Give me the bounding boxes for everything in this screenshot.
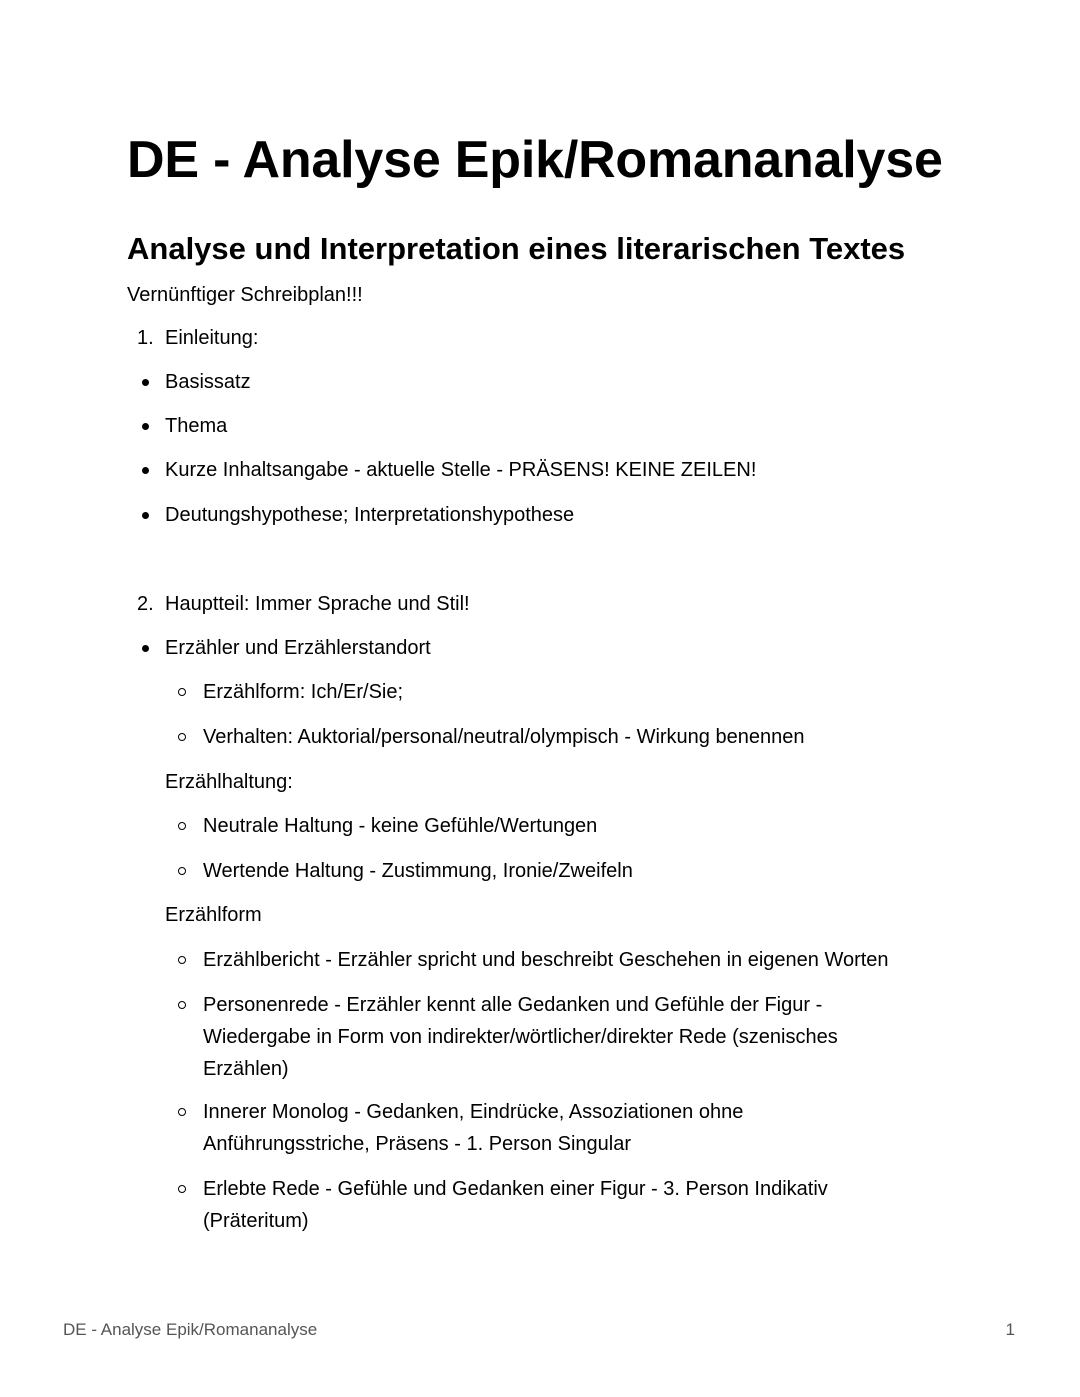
- sub-list-item: Erzählform: Ich/Er/Sie;: [203, 681, 404, 703]
- bullet-dot-icon: [142, 379, 149, 386]
- bullet-ring-icon: [178, 688, 186, 696]
- list-number-2: 2.: [137, 593, 154, 615]
- list-number-1: 1.: [137, 327, 154, 349]
- list-item: Deutungshypothese; Interpretationshypothese: [165, 504, 575, 526]
- document-title: DE - Analyse Epik/Romananalyse: [127, 131, 943, 189]
- list-item-einleitung: Einleitung:: [165, 327, 259, 349]
- intro-line: Vernünftiger Schreibplan!!!: [127, 284, 363, 306]
- bullet-ring-icon: [178, 1108, 186, 1116]
- list-item: Kurze Inhaltsangabe - aktuelle Stelle - PRÄSENS! KEINE ZEILEN!: [165, 459, 757, 481]
- bullet-ring-icon: [178, 1001, 186, 1009]
- sub-list-item: Innerer Monolog - Gedanken, Eindrücke, Assoziationen ohne Anführungsstriche, Präsens - 1. Person Singular: [203, 1101, 744, 1155]
- list-item-hauptteil: Hauptteil: Immer Sprache und Stil!: [165, 593, 470, 615]
- sub-heading-erzaehlhaltung: Erzählhaltung:: [165, 771, 293, 793]
- bullet-dot-icon: [142, 467, 149, 474]
- bullet-ring-icon: [178, 733, 186, 741]
- list-item: Thema: [165, 415, 228, 437]
- list-item: Erzähler und Erzählerstandort: [165, 637, 431, 659]
- bullet-ring-icon: [178, 1185, 186, 1193]
- sub-list-item: Wertende Haltung - Zustimmung, Ironie/Zweifeln: [203, 860, 633, 882]
- sub-list-item: Erzählbericht - Erzähler spricht und beschreibt Geschehen in eigenen Worten: [203, 949, 889, 971]
- bullet-dot-icon: [142, 512, 149, 519]
- sub-heading-erzaehlform: Erzählform: [165, 904, 262, 926]
- bullet-ring-icon: [178, 822, 186, 830]
- bullet-dot-icon: [142, 645, 149, 652]
- sub-list-item: Personenrede - Erzähler kennt alle Gedanken und Gefühle der Figur - Wiedergabe in Form von indirekter/wörtlicher/direkter Rede (szenisches Erzählen): [203, 994, 838, 1080]
- bullet-ring-icon: [178, 956, 186, 964]
- bullet-dot-icon: [142, 423, 149, 430]
- list-item: Basissatz: [165, 371, 251, 393]
- sub-list-item: Erlebte Rede - Gefühle und Gedanken einer Figur - 3. Person Indikativ (Präteritum): [203, 1178, 828, 1232]
- sub-list-item: Neutrale Haltung - keine Gefühle/Wertungen: [203, 815, 598, 837]
- page-number: 1: [1005, 1320, 1015, 1339]
- section-heading: Analyse und Interpretation eines literarischen Textes: [127, 231, 906, 266]
- sub-list-item: Verhalten: Auktorial/personal/neutral/olympisch - Wirkung benennen: [203, 726, 805, 748]
- footer-title: DE - Analyse Epik/Romananalyse: [63, 1320, 318, 1339]
- bullet-ring-icon: [178, 867, 186, 875]
